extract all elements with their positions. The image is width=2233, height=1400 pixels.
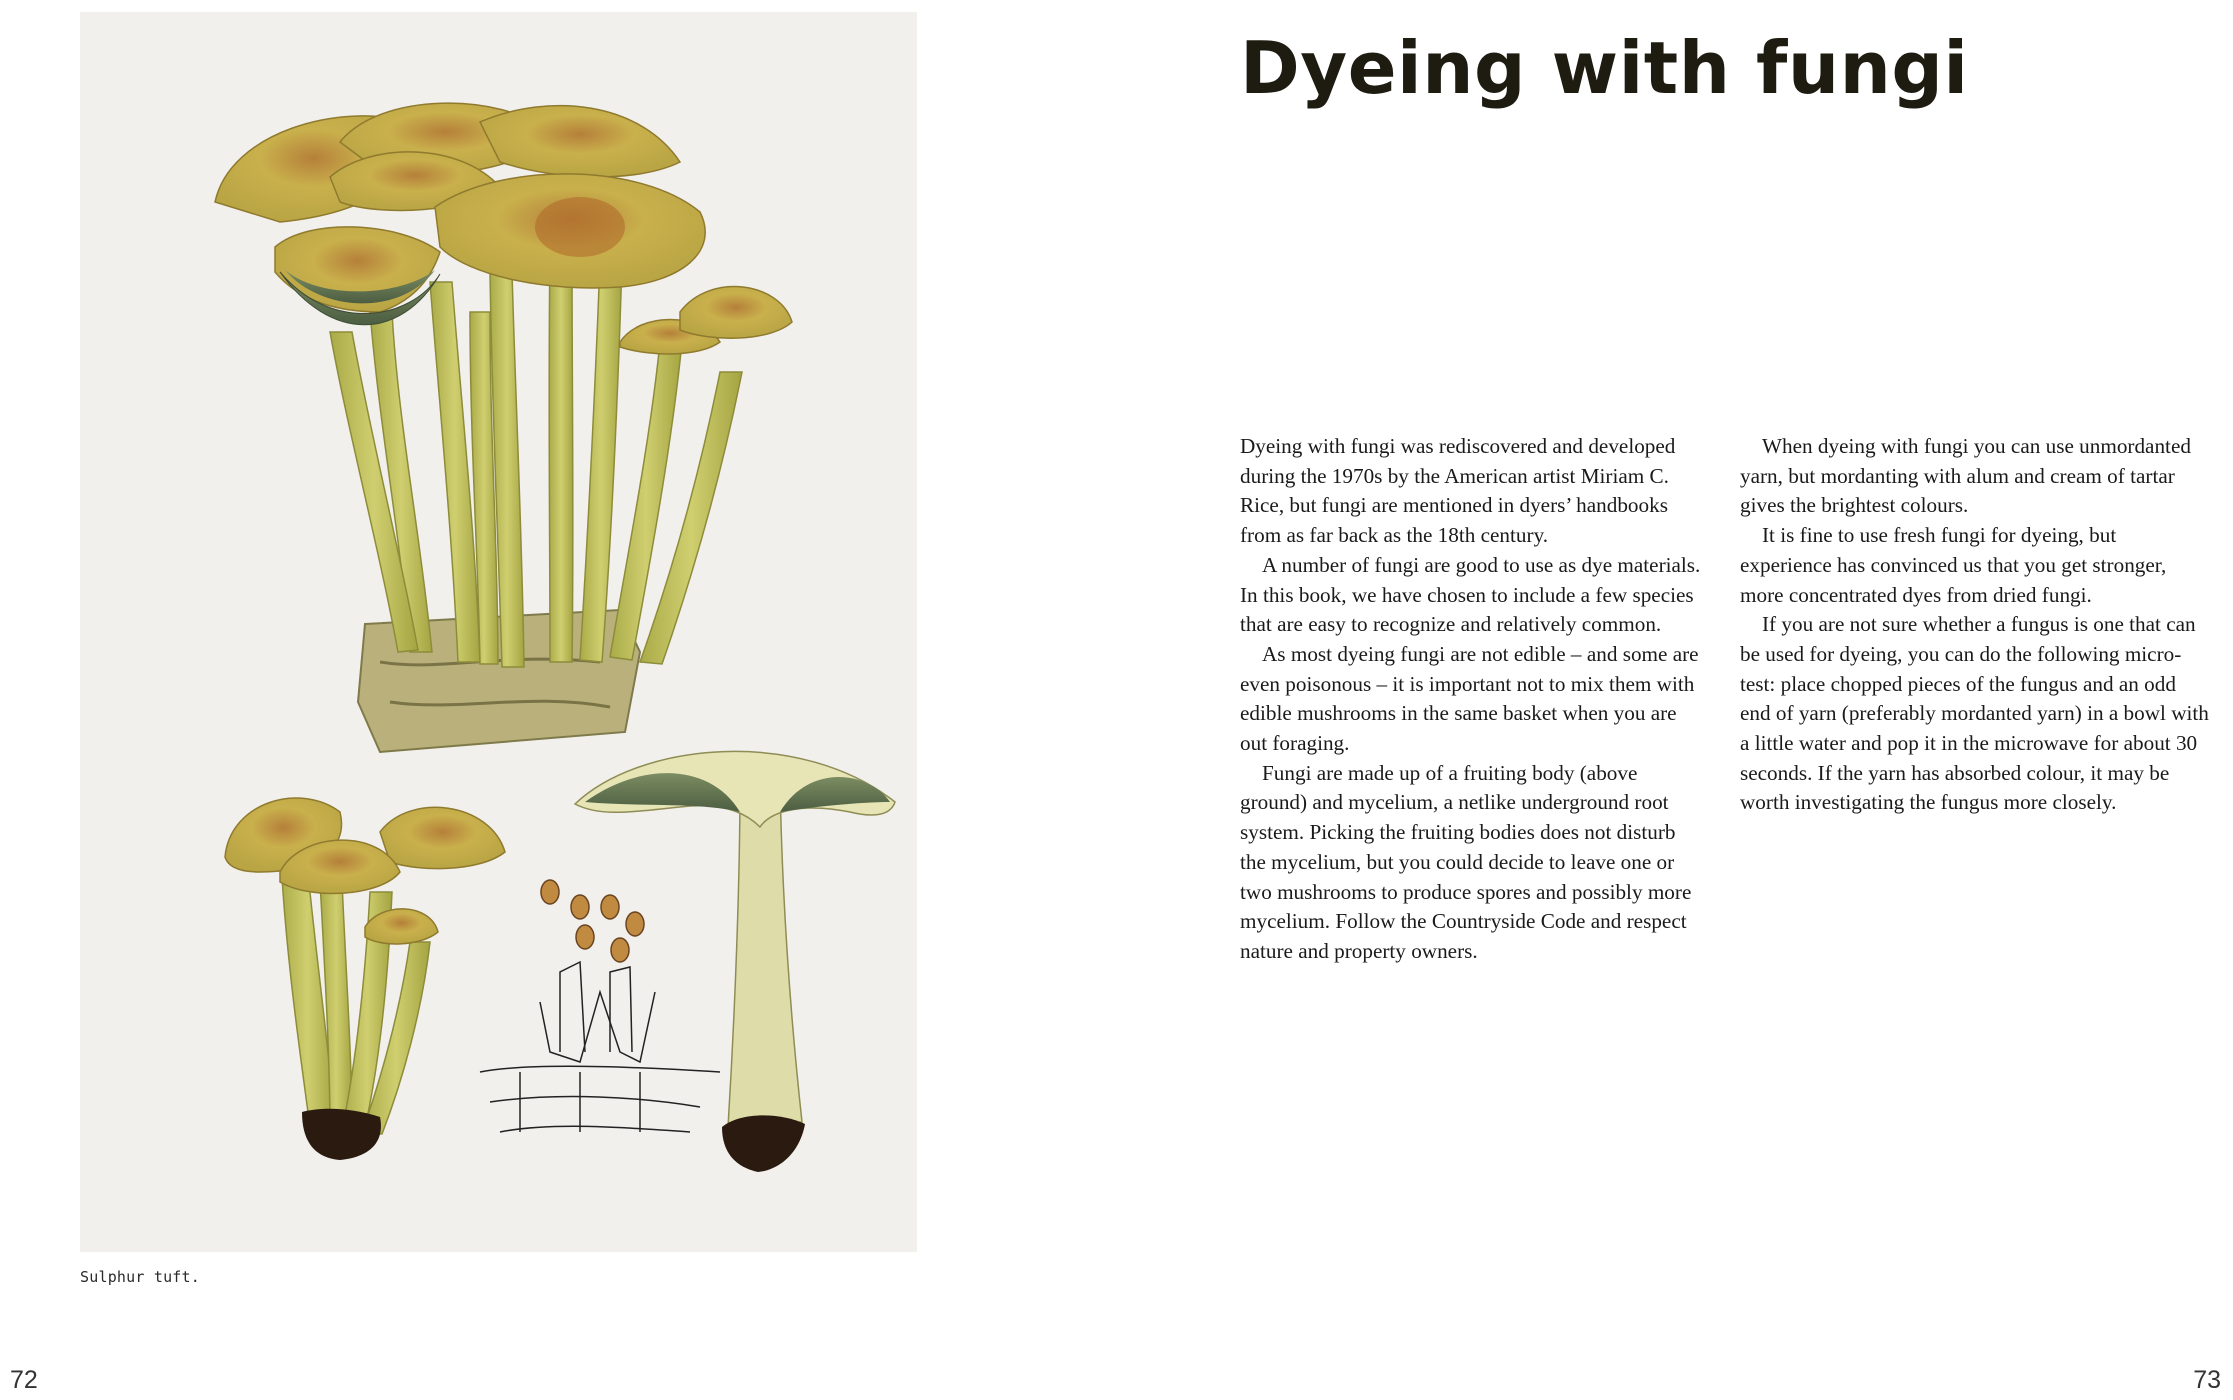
paragraph: Dyeing with fungi was rediscovered and developed during the 1970s by the American artist Miriam C. Rice, but fungi are mentioned in dyers’ handbooks from as far back as the 18th century. (1240, 434, 1676, 548)
text-column-2 (1740, 432, 2210, 818)
paragraph: Fungi are made up of a fruiting body (above ground) and mycelium, a netlike underground root system. Picking the fruiting bodies does not disturb the mycelium, but you could decide to leave one or two mushrooms to produce spores and possibly more mycelium. Follow the Countryside Code and respect nature and property owners. (1240, 760, 1692, 963)
paragraph: If you are not sure whether a fungus is one that can be used for dyeing, you can do the following micro-test: place chopped pieces of the fungus and an odd end of yarn (preferably mordanted yarn) in a bowl with a little water and pop it in the microwave for about 30 seconds. If the yarn has absorbed colour, it may be worth investigating the fungus more closely. (1740, 612, 2209, 815)
figure-caption: Sulphur tuft. (80, 1268, 200, 1286)
mushroom-drawing (80, 12, 917, 1252)
text-column-1 (1240, 432, 1705, 967)
paragraph: When dyeing with fungi you can use unmordanted yarn, but mordanting with alum and cream of tartar gives the brightest colours. (1740, 434, 2191, 518)
page-number-left: 72 (10, 1366, 38, 1394)
sulphur-tuft-illustration (80, 12, 917, 1252)
paragraph: It is fine to use fresh fungi for dyeing, but experience has convinced us that you get stronger, more concentrated dyes from dried fungi. (1740, 523, 2167, 607)
paragraph: As most dyeing fungi are not edible – and some are even poisonous – it is important not to mix them with edible mushrooms in the same basket when you are out foraging. (1240, 641, 1699, 756)
page-number-right: 73 (2193, 1366, 2221, 1394)
page-title: Dyeing with fungi (1240, 26, 1969, 110)
paragraph: A number of fungi are good to use as dye materials. In this book, we have chosen to include a few species that are easy to recognize and relatively common. (1240, 552, 1701, 637)
